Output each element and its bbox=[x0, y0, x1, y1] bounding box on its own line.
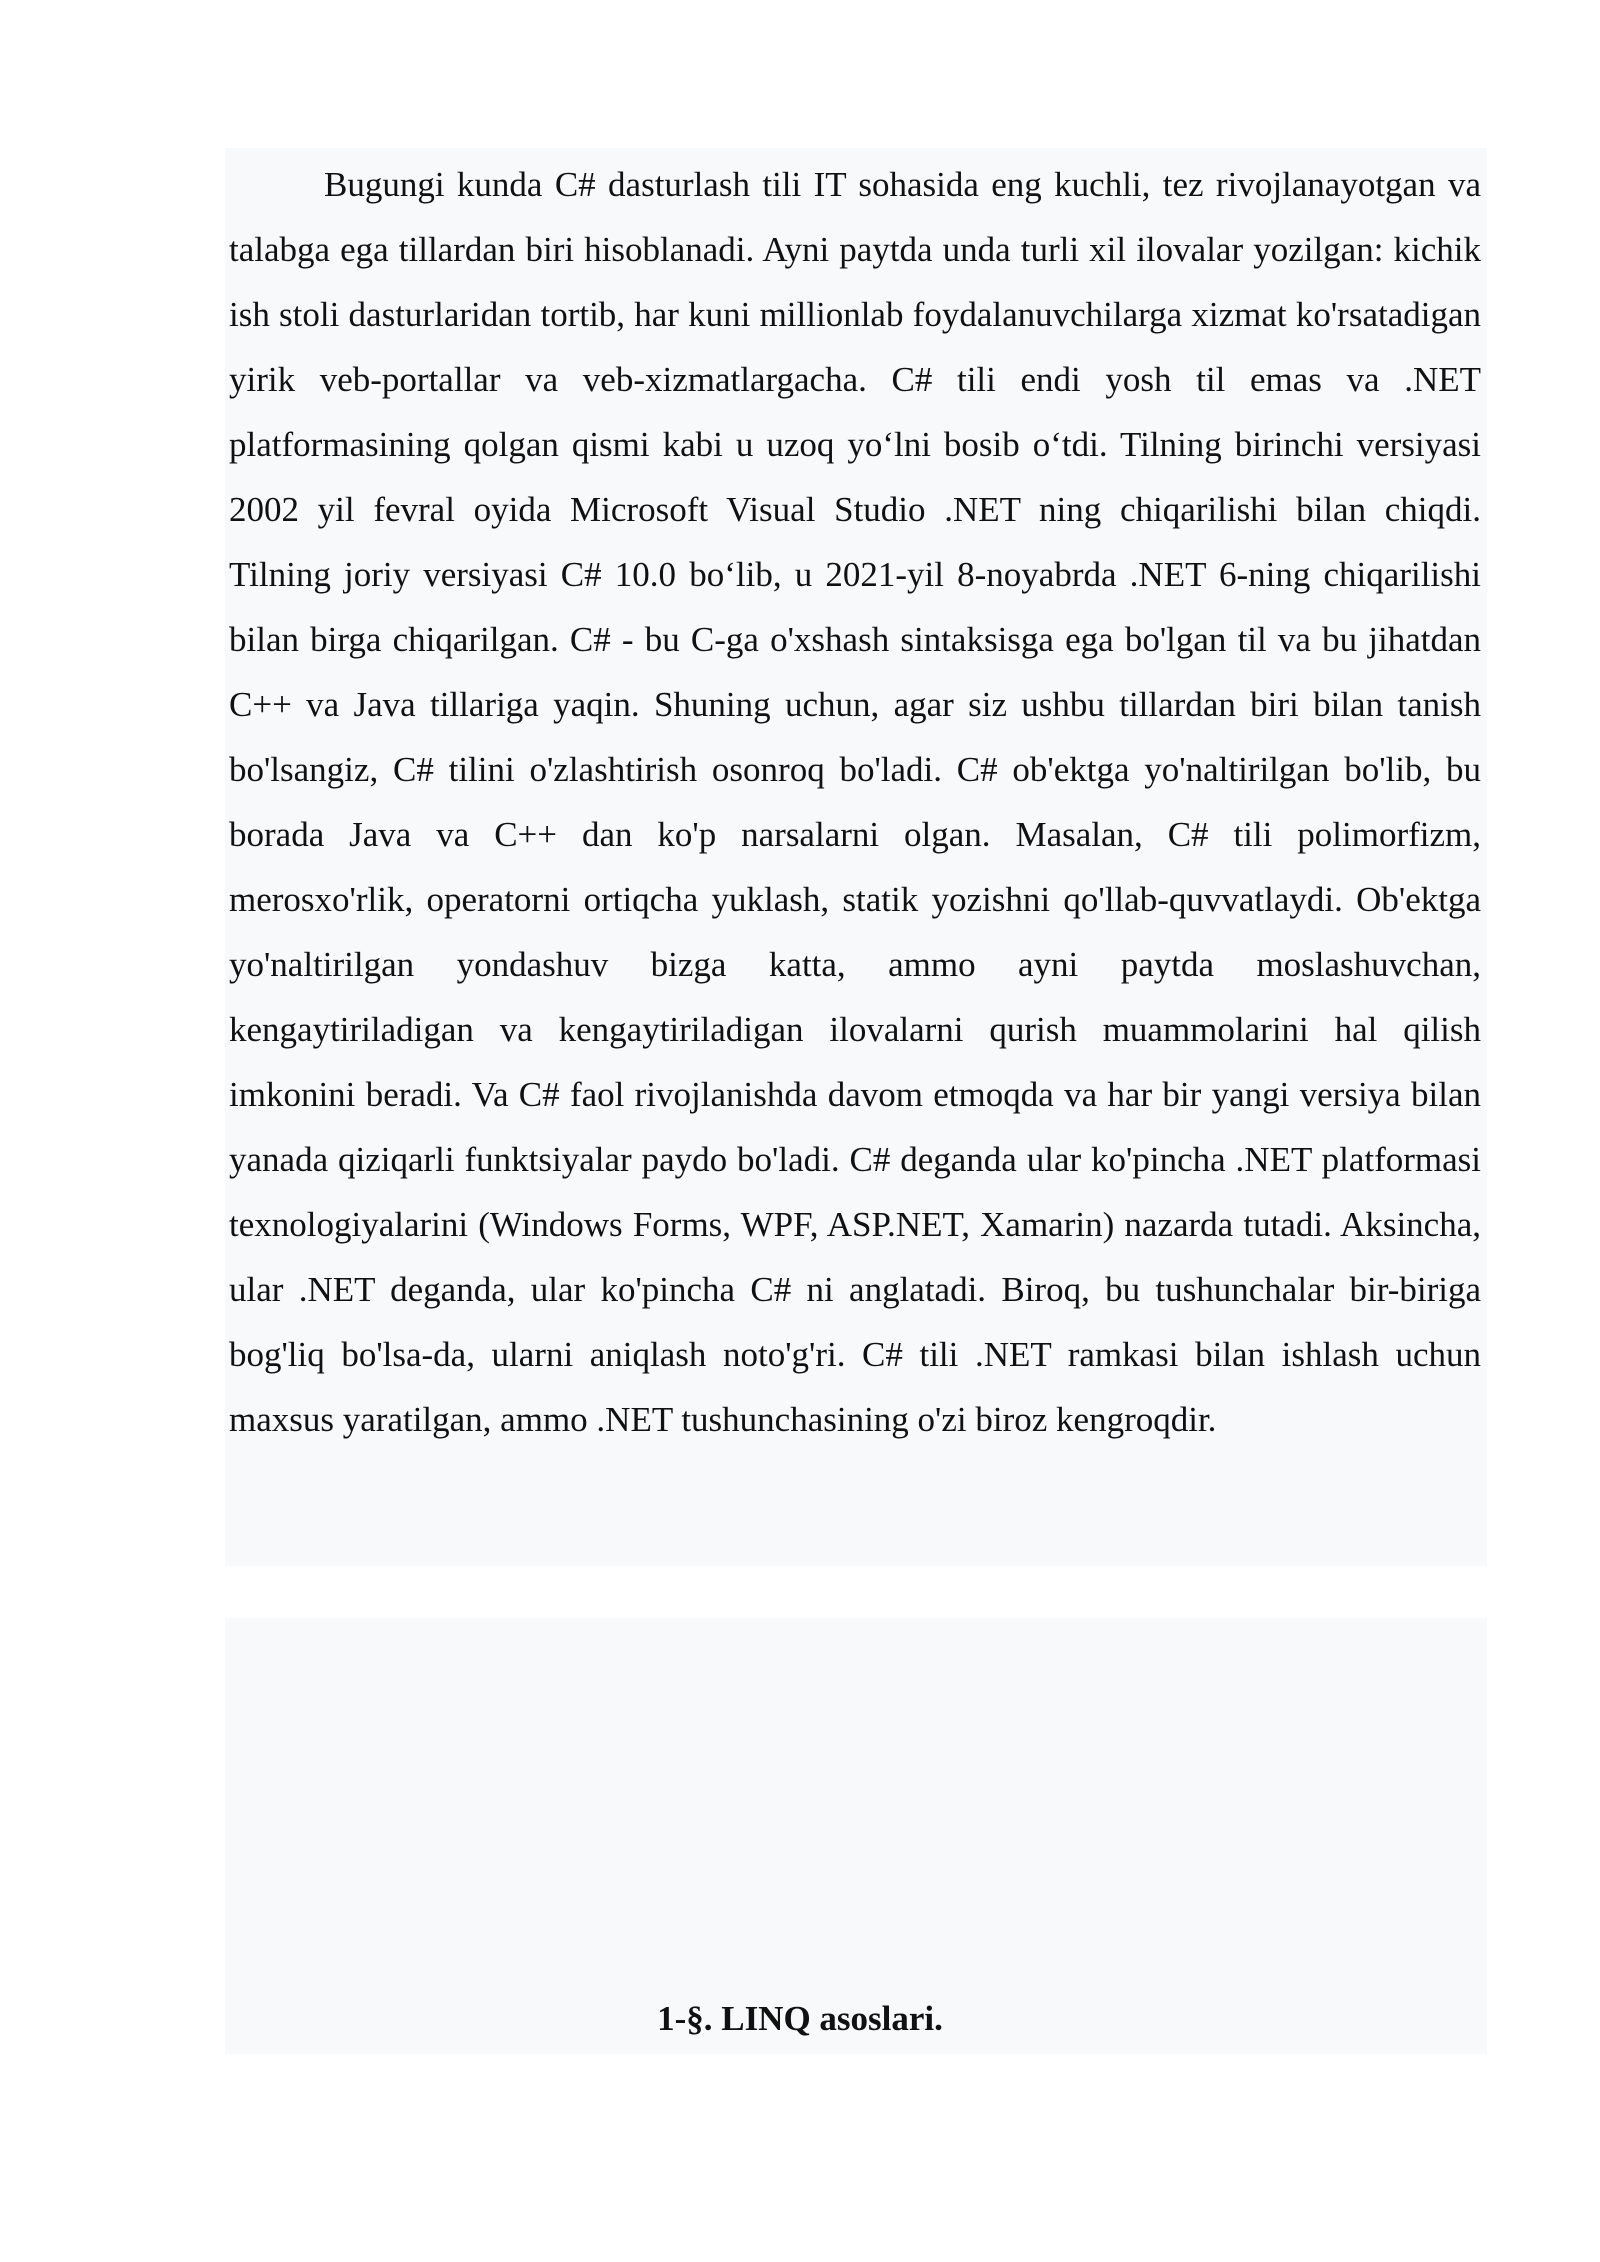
body-paragraph: Bugungi kunda C# dasturlash tili IT sohasida eng kuchli, tez rivojlanayotgan va talabga ega tillardan biri hisoblanadi. Ayni paytda unda turli xil ilovalar yozilgan: kichik ish stoli dasturlaridan tortib, har kuni millionlab foydalanuvchilarga xizmat ko'rsatadigan yirik veb-portallar va veb-xizmatlargacha. C# tili endi yosh til emas va .NET platformasining qolgan qismi kabi u uzoq yo‘lni bosib o‘tdi. Tilning birinchi versiyasi 2002 yil fevral oyida Microsoft Visual Studio .NET ning chiqarilishi bilan chiqdi. Tilning joriy versiyasi C# 10.0 bo‘lib, u 2021-yil 8-noyabrda .NET 6-ning chiqarilishi bilan birga chiqarilgan. C# - bu C-ga o'xshash sintaksisga ega bo'lgan til va bu jihatdan C++ va Java tillariga yaqin. Shuning uchun, agar siz ushbu tillardan biri bilan tanish bo'lsangiz, C# tilini o'zlashtirish osonroq bo'ladi. C# ob'ektga yo'naltirilgan bo'lib, bu borada Java va C++ dan ko'p narsalarni olgan. Masalan, C# tili polimorfizm, merosxo'rlik, operatorni ortiqcha yuklash, statik yozishni qo'llab-quvvatlaydi. Ob'ektga yo'naltirilgan yondashuv bizga katta, ammo ayni paytda moslashuvchan, kengaytiriladigan va kengaytiriladigan ilovalarni qurish muammolarini hal qilish imkonini beradi. Va C# faol rivojlanishda davom etmoqda va har bir yangi versiya bilan yanada qiziqarli funktsiyalar paydo bo'ladi. C# deganda ular ko'pincha .NET platformasi texnologiyalarini (Windows Forms, WPF, ASP.NET, Xamarin) nazarda tutadi. Aksincha, ular .NET deganda, ular ko'pincha C# ni anglatadi. Biroq, bu tushunchalar bir-biriga bog'liq bo'lsa-da, ularni aniqlash noto'g'ri. C# tili .NET ramkasi bilan ishlash uchun maxsus yaratilgan, ammo .NET tushunchasining o'zi biroz kengroqdir. bbox=[229, 165, 1481, 1439]
section-heading: 1-§. LINQ asoslari. bbox=[657, 1999, 943, 2038]
heading-block bbox=[225, 1618, 1487, 2054]
body-text-block bbox=[225, 148, 1487, 1566]
